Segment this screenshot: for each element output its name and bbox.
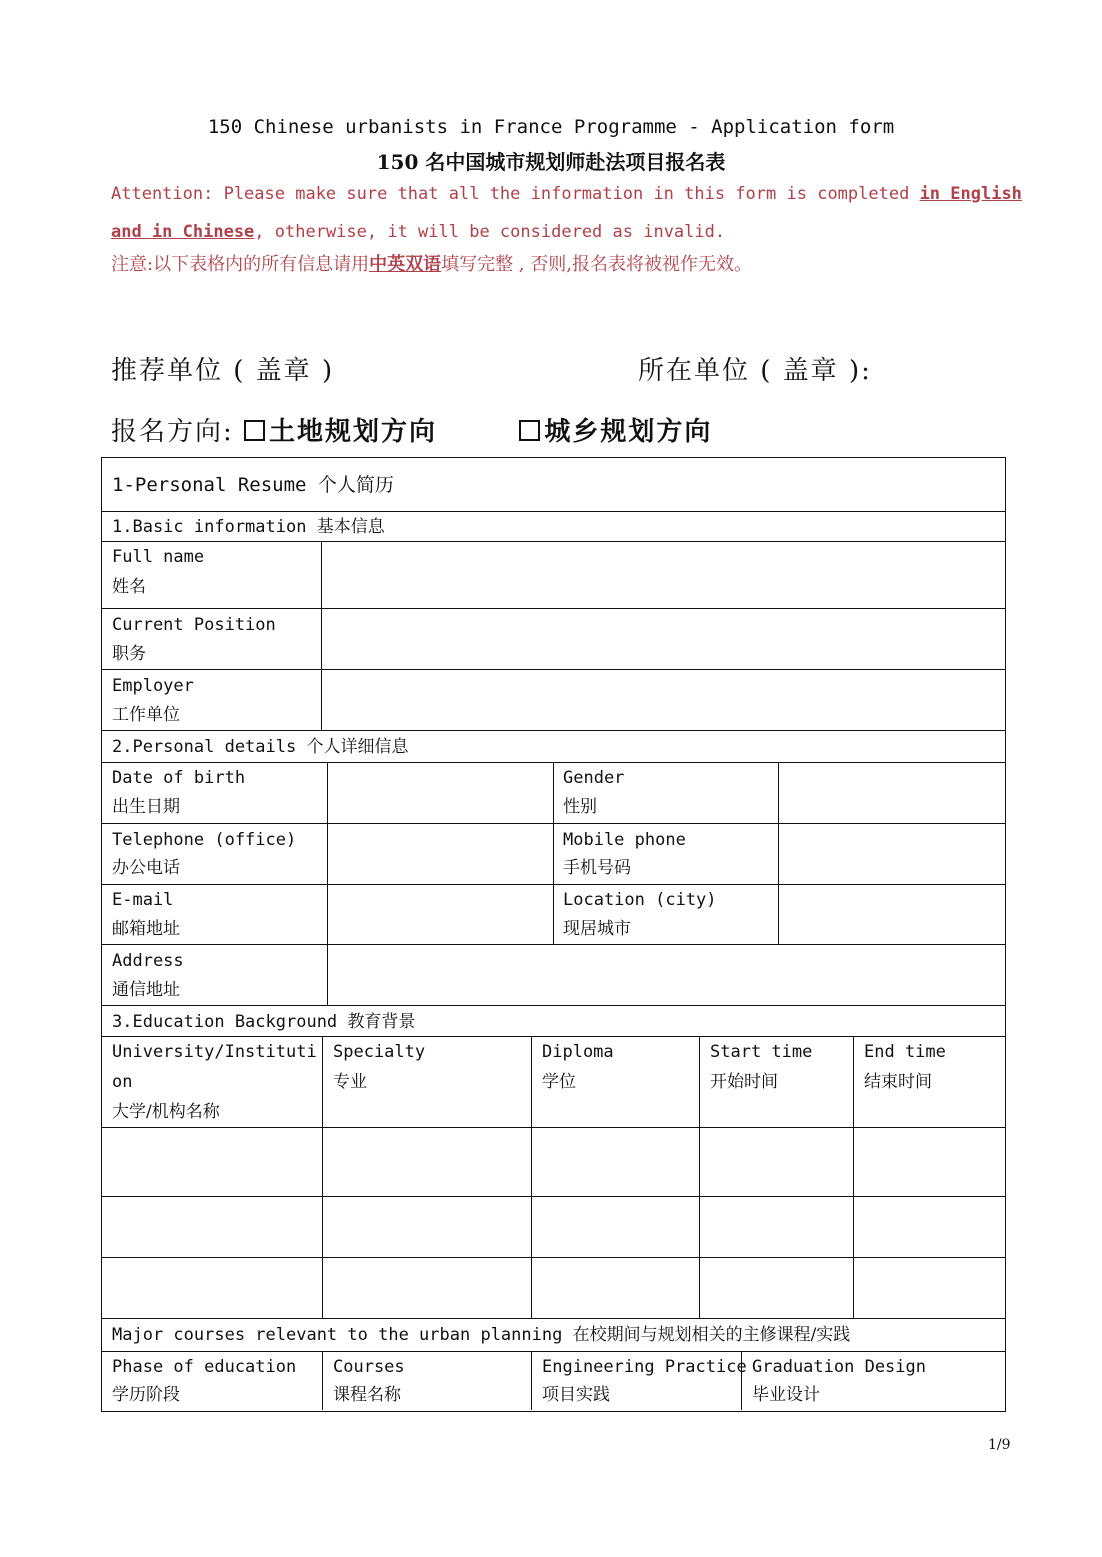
full-name-field[interactable] (323, 543, 1003, 607)
specialty-label-cn: 专业 (333, 1072, 367, 1092)
dob-field[interactable] (329, 764, 551, 822)
email-label-cn: 邮箱地址 (112, 919, 180, 939)
attention-line-1 (111, 184, 1031, 204)
attention-line-cn (111, 250, 1031, 276)
mobile-label: Mobile phone (563, 830, 686, 850)
telephone-field[interactable] (329, 825, 551, 883)
employer-label-cn: 工作单位 (112, 705, 180, 725)
education-row[interactable] (103, 1129, 1003, 1195)
checkbox-icon[interactable] (519, 420, 540, 441)
employer-field[interactable] (323, 671, 1003, 729)
direction-option-land-label: 土地规划方向 (269, 417, 438, 447)
dob-label: Date of birth (112, 768, 246, 788)
full-name-label-cn: 姓名 (112, 577, 146, 597)
location-field[interactable] (780, 886, 1003, 943)
attention-cn-post: 填写完整 , 否则,报名表将被视作无效。 (441, 254, 752, 275)
address-field[interactable] (329, 946, 1003, 1004)
personal-details-heading: 2.Personal details 个人详细信息 (112, 737, 409, 757)
title-chinese: 150 名中国城市规划师赴法项目报名表 (376, 150, 726, 174)
address-label-cn: 通信地址 (112, 980, 180, 1000)
end-time-label: End time (864, 1042, 946, 1062)
design-label: Graduation Design (752, 1357, 926, 1377)
start-time-label-cn: 开始时间 (710, 1072, 778, 1092)
practice-label: Engineering Practice (542, 1357, 747, 1377)
major-courses-heading-en: Major courses relevant to the urban planning (112, 1325, 573, 1345)
full-name-label: Full name (112, 547, 205, 567)
email-field[interactable] (329, 886, 551, 943)
phase-label: Phase of education (112, 1357, 297, 1377)
address-label: Address (112, 951, 184, 971)
application-direction (111, 411, 712, 448)
checkbox-icon[interactable] (244, 420, 265, 441)
university-label-cn: 大学/机构名称 (112, 1102, 220, 1122)
employer-unit-stamp: 所在单位 ( 盖章 ): (638, 356, 872, 386)
attention-text-2: , otherwise, it will be considered as invalid. (254, 222, 726, 242)
position-label-cn: 职务 (112, 644, 146, 664)
section-title: 1-Personal Resume 个人简历 (112, 474, 394, 496)
direction-option-urban-rural-label: 城乡规划方向 (544, 417, 713, 447)
phase-label-cn: 学历阶段 (112, 1385, 180, 1405)
education-heading: 3.Education Background 教育背景 (112, 1012, 416, 1032)
diploma-label: Diploma (542, 1042, 614, 1062)
page-number: 1/9 (988, 1437, 1011, 1453)
position-field[interactable] (323, 610, 1003, 668)
university-label-cont: on (112, 1072, 133, 1092)
direction-option-urban-rural[interactable] (519, 417, 712, 447)
mobile-label-cn: 手机号码 (563, 858, 631, 878)
location-label-cn: 现居城市 (563, 919, 631, 939)
attention-text: Attention: Please make sure that all the information in this form is completed (111, 184, 920, 204)
university-label: University/Instituti (112, 1042, 317, 1062)
specialty-label: Specialty (333, 1042, 426, 1062)
diploma-label-cn: 学位 (542, 1072, 576, 1092)
basic-info-heading: 1.Basic information 基本信息 (112, 517, 385, 537)
attention-cn-underline: 中英双语 (369, 254, 442, 275)
direction-option-land[interactable] (244, 417, 437, 447)
gender-label-cn: 性别 (563, 797, 597, 817)
location-label: Location (city) (563, 890, 717, 910)
courses-label: Courses (333, 1357, 405, 1377)
telephone-label: Telephone (office) (112, 830, 297, 850)
major-courses-heading-cn: 在校期间与规划相关的主修课程/实践 (572, 1325, 851, 1345)
end-time-label-cn: 结束时间 (864, 1072, 932, 1092)
email-label: E-mail (112, 890, 174, 910)
major-courses-heading (112, 1321, 850, 1350)
start-time-label: Start time (710, 1042, 813, 1062)
employer-label: Employer (112, 676, 194, 696)
dob-label-cn: 出生日期 (112, 797, 180, 817)
education-row[interactable] (103, 1198, 1003, 1256)
courses-label-cn: 课程名称 (333, 1385, 401, 1405)
attention-underline-chinese: and in Chinese (111, 222, 255, 242)
telephone-label-cn: 办公电话 (112, 858, 180, 878)
recommend-unit-stamp: 推荐单位 ( 盖章 ) (111, 356, 335, 386)
design-label-cn: 毕业设计 (752, 1385, 820, 1405)
gender-field[interactable] (780, 764, 1003, 822)
position-label: Current Position (112, 615, 276, 635)
attention-line-2 (111, 222, 1031, 242)
mobile-field[interactable] (780, 825, 1003, 883)
education-row[interactable] (103, 1259, 1003, 1317)
gender-label: Gender (563, 768, 625, 788)
direction-label: 报名方向: (111, 417, 245, 447)
attention-underline-english: in English (919, 184, 1022, 204)
practice-label-cn: 项目实践 (542, 1385, 610, 1405)
title-english: 150 Chinese urbanists in France Programme - Application form (207, 116, 895, 138)
attention-cn-pre: 注意:以下表格内的所有信息请用 (111, 254, 370, 275)
